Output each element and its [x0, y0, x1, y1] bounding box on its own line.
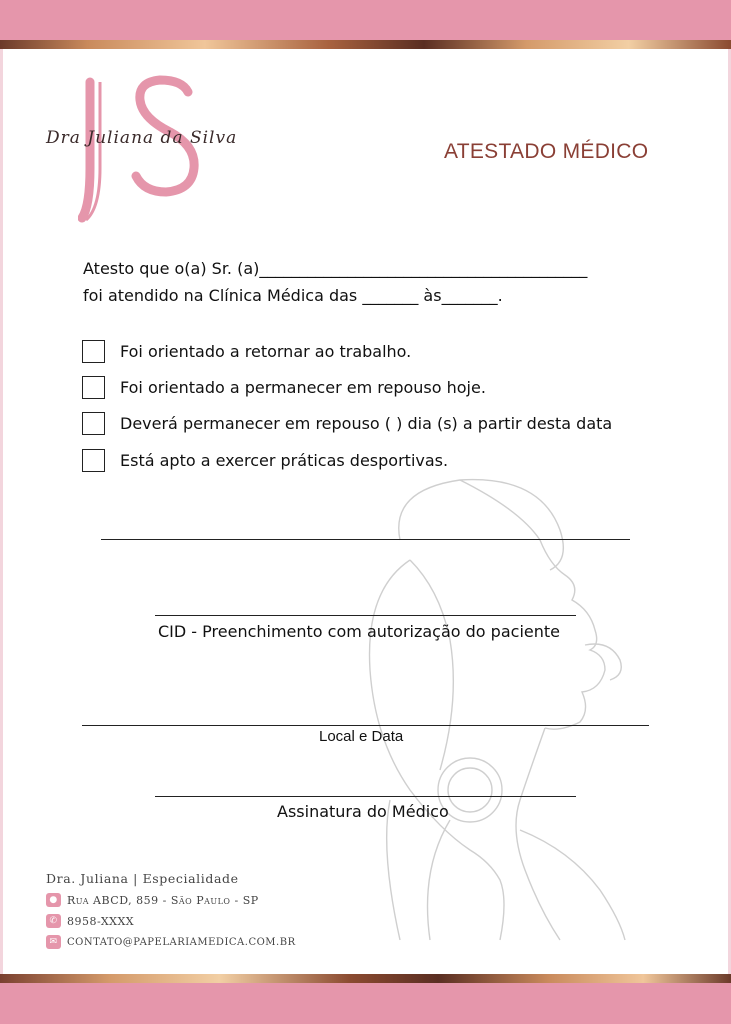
- statement-line-1: Atesto que o(a) Sr. (a)_________________________________________: [83, 259, 588, 278]
- local-date-line: [82, 725, 649, 726]
- footer-email[interactable]: CONTATO@PAPELARIAMEDICA.COM.BR: [67, 936, 296, 948]
- option-checkbox[interactable]: [82, 412, 105, 435]
- phone-icon: ✆: [46, 914, 61, 928]
- footer-address-row: [46, 893, 259, 907]
- bottom-pink-band: [0, 983, 731, 1024]
- location-icon: ●: [46, 893, 61, 907]
- option-label: Deverá permanecer em repouso ( ) dia (s) a partir desta data: [120, 413, 613, 433]
- option-label: Foi orientado a permanecer em repouso hoje.: [120, 377, 486, 397]
- cid-caption: CID - Preenchimento com autorização do paciente: [158, 622, 560, 641]
- footer-phone: 8958-XXXX: [67, 914, 135, 928]
- option-checkbox[interactable]: [82, 449, 105, 472]
- left-edge: [0, 49, 3, 974]
- option-checkbox[interactable]: [82, 376, 105, 399]
- option-sports[interactable]: [82, 447, 448, 473]
- option-label: Está apto a exercer práticas desportivas.: [120, 450, 449, 470]
- footer-name: Dra. Juliana | Especialidade: [46, 871, 239, 886]
- local-date-caption: Local e Data: [319, 728, 404, 745]
- footer-phone-row: [46, 914, 134, 928]
- top-bronze-bar: [0, 40, 731, 49]
- signature-caption: Assinatura do Médico: [277, 802, 449, 821]
- face-line-art: [350, 470, 670, 950]
- cid-line: [155, 615, 576, 616]
- footer-email-row: [46, 935, 296, 949]
- statement-line-2: foi atendido na Clínica Médica das _______ às_______.: [83, 286, 503, 305]
- logo-signature: Dra Juliana da Silva: [46, 128, 238, 148]
- signature-line: [155, 796, 576, 797]
- option-checkbox[interactable]: [82, 340, 105, 363]
- bottom-bronze-bar: [0, 974, 731, 983]
- option-label: Foi orientado a retornar ao trabalho.: [120, 341, 412, 361]
- email-icon: ✉: [46, 935, 61, 949]
- option-rest-today[interactable]: [82, 374, 486, 400]
- blank-line: [101, 539, 630, 540]
- option-return-work[interactable]: [82, 338, 411, 364]
- document-title: ATESTADO MÉDICO: [444, 140, 649, 163]
- option-rest-days[interactable]: [82, 410, 612, 436]
- top-pink-band: [0, 0, 731, 40]
- footer-address: Rua ABCD, 859 - São Paulo - SP: [67, 893, 259, 907]
